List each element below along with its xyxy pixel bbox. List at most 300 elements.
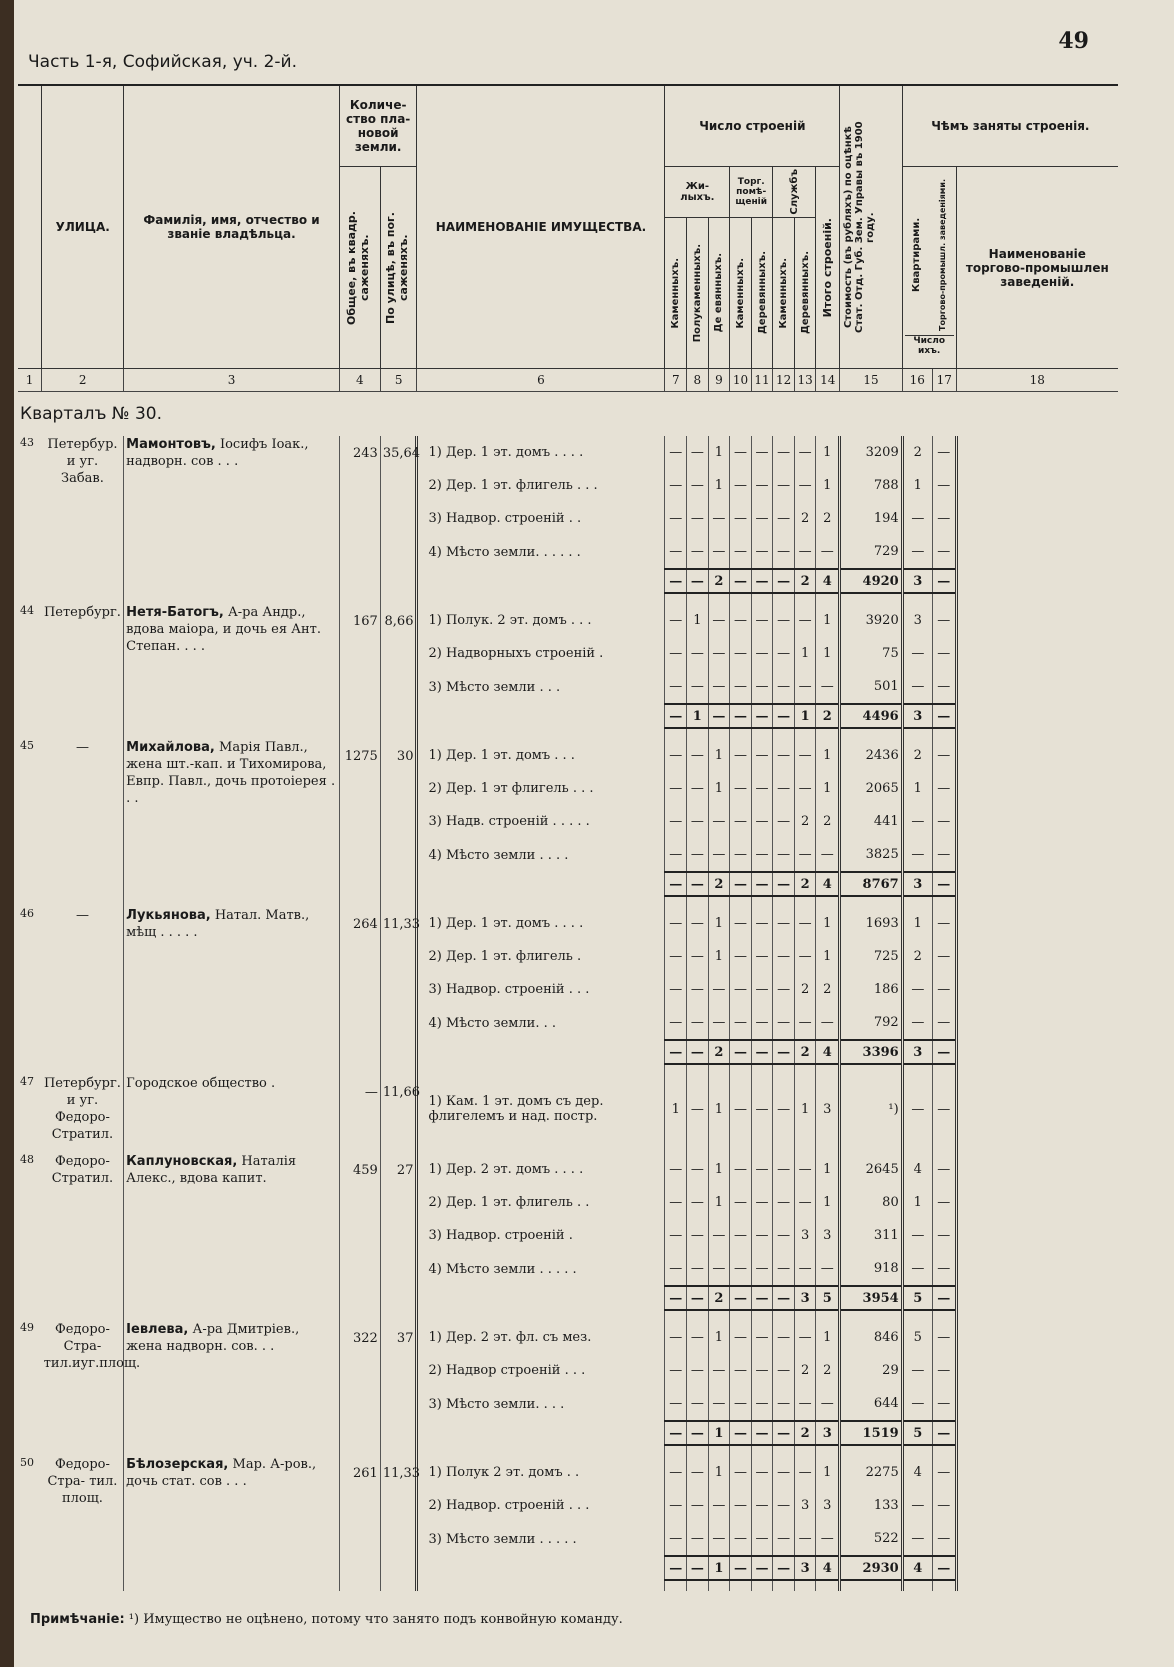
- total-value: 3396: [840, 1040, 903, 1064]
- gap-cell: [18, 728, 42, 739]
- building-count: —: [773, 973, 795, 1006]
- total-spacer: [124, 1286, 340, 1310]
- gap-cell: [708, 1310, 730, 1321]
- col-num: 8: [687, 369, 709, 392]
- total-building-count: —: [773, 704, 795, 728]
- gap-cell: [687, 593, 709, 604]
- gap-cell: [794, 1064, 816, 1075]
- entry-number: 48: [20, 1153, 34, 1166]
- gap-cell: [956, 1310, 1118, 1321]
- gap-cell: [794, 1143, 816, 1153]
- building-count: —: [773, 436, 795, 469]
- building-count: —: [665, 1321, 687, 1354]
- entry-gap: [18, 1064, 1118, 1075]
- property-name: 1) Дер. 1 эт. домъ . . . .: [417, 436, 665, 469]
- building-count: —: [816, 1387, 840, 1421]
- header-land-qty: Количе- ство пла- новой земли.: [339, 85, 417, 167]
- building-count: —: [773, 1354, 795, 1387]
- gap-cell: [42, 896, 124, 907]
- total-spacer: [42, 1421, 124, 1445]
- building-count: —: [665, 469, 687, 502]
- gap-cell: [956, 1445, 1118, 1456]
- building-count: —: [773, 1456, 795, 1489]
- gap-cell: [708, 593, 730, 604]
- total-building-count: —: [730, 1556, 752, 1580]
- entry-total-row: [18, 569, 1118, 593]
- gap-cell: [932, 896, 956, 907]
- total-spacer: [380, 1286, 417, 1310]
- trade-count: —: [932, 502, 956, 535]
- gap-cell: [18, 1580, 42, 1591]
- gap-cell: [417, 728, 665, 739]
- building-count: —: [773, 604, 795, 637]
- header-service-stone: Каменныхъ.: [773, 218, 795, 369]
- building-count: —: [730, 535, 752, 569]
- building-count: —: [687, 1006, 709, 1040]
- gap-cell: [18, 896, 42, 907]
- building-count: —: [687, 1075, 709, 1143]
- trade-name: [956, 907, 1118, 940]
- total-spacer: [124, 1556, 340, 1580]
- header-property: НАИМЕНОВАНІЕ ИМУЩЕСТВА.: [417, 85, 665, 369]
- building-count: —: [730, 772, 752, 805]
- entry-gap: [18, 593, 1118, 604]
- owner-details: Іосифъ Іоак., надворн. сов . . .: [126, 437, 309, 469]
- trade-name: [956, 1186, 1118, 1219]
- property-name: 4) Мѣсто земли. . .: [417, 1006, 665, 1040]
- gap-cell: [902, 1445, 932, 1456]
- building-count: 1: [708, 1186, 730, 1219]
- total-building-count: —: [665, 704, 687, 728]
- total-building-count: —: [773, 1040, 795, 1064]
- page-number: 49: [1058, 28, 1089, 54]
- ledger-row: [18, 604, 1118, 637]
- gap-cell: [773, 728, 795, 739]
- trade-count: —: [932, 907, 956, 940]
- building-count: —: [816, 1006, 840, 1040]
- gap-cell: [956, 896, 1118, 907]
- entry-street: Петербург.: [43, 605, 121, 620]
- trade-count: —: [932, 772, 956, 805]
- column-number-row: [18, 369, 1118, 392]
- col-num: 18: [956, 369, 1118, 392]
- building-count: —: [751, 469, 773, 502]
- total-building-count: 2: [708, 1040, 730, 1064]
- total-spacer: [42, 872, 124, 896]
- building-count: —: [730, 907, 752, 940]
- total-building-count: 2: [794, 569, 816, 593]
- property-name: 1) Кам. 1 эт. домъ съ дер. флигелемъ и над. постр.: [417, 1075, 665, 1143]
- owner-surname: Мамонтовъ,: [126, 437, 216, 452]
- gap-cell: [730, 1445, 752, 1456]
- gap-cell: [902, 1310, 932, 1321]
- total-building-count: 1: [687, 704, 709, 728]
- building-count: 2: [816, 1354, 840, 1387]
- building-count: —: [773, 805, 795, 838]
- building-count: —: [751, 502, 773, 535]
- gap-cell: [124, 896, 340, 907]
- building-count: —: [730, 1006, 752, 1040]
- col-num: 14: [816, 369, 840, 392]
- gap-cell: [124, 1143, 340, 1153]
- entry-owner: [124, 1321, 340, 1421]
- building-count: —: [665, 670, 687, 704]
- entry-frontage: 11,66: [380, 1075, 417, 1143]
- apartments-count: —: [902, 1387, 932, 1421]
- total-building-count: 2: [816, 704, 840, 728]
- total-spacer: [42, 704, 124, 728]
- building-count: —: [730, 469, 752, 502]
- building-count: —: [794, 739, 816, 772]
- building-count: 1: [708, 436, 730, 469]
- total-spacer: [18, 569, 42, 593]
- building-count: —: [687, 469, 709, 502]
- property-value: 792: [840, 1006, 903, 1040]
- property-name: 1) Дер. 2 эт. фл. съ мез.: [417, 1321, 665, 1354]
- building-count: —: [665, 637, 687, 670]
- building-count: —: [751, 1456, 773, 1489]
- property-value: 80: [840, 1186, 903, 1219]
- owner-details: А-ра Дмитріев., жена надворн. сов. . .: [126, 1322, 300, 1354]
- col-num: 10: [730, 369, 752, 392]
- trade-name: [956, 805, 1118, 838]
- apartments-count: 1: [902, 1186, 932, 1219]
- total-spacer: [380, 872, 417, 896]
- building-count: 2: [794, 502, 816, 535]
- header-half-stone: Полукаменныхъ.: [687, 218, 709, 369]
- total-spacer: [42, 1040, 124, 1064]
- building-count: —: [665, 1489, 687, 1522]
- building-count: —: [687, 1522, 709, 1556]
- gap-cell: [794, 1445, 816, 1456]
- building-count: —: [708, 1489, 730, 1522]
- building-count: —: [665, 1354, 687, 1387]
- building-count: —: [816, 670, 840, 704]
- entry-frontage: 35,64: [380, 436, 417, 569]
- building-count: —: [708, 838, 730, 872]
- gap-cell: [665, 593, 687, 604]
- building-count: —: [794, 1522, 816, 1556]
- building-count: —: [708, 637, 730, 670]
- gap-cell: [730, 1064, 752, 1075]
- building-count: —: [665, 1006, 687, 1040]
- apartments-count: 1: [902, 772, 932, 805]
- entry-total-row: [18, 1556, 1118, 1580]
- property-value: 725: [840, 940, 903, 973]
- entry-number: 46: [20, 907, 34, 920]
- building-count: —: [794, 604, 816, 637]
- property-value: 311: [840, 1219, 903, 1252]
- building-count: 1: [816, 1456, 840, 1489]
- trade-count: —: [932, 535, 956, 569]
- total-building-count: 1: [708, 1556, 730, 1580]
- building-count: —: [687, 1321, 709, 1354]
- entry-area: 459: [339, 1153, 380, 1286]
- col-num: 15: [840, 369, 903, 392]
- gap-cell: [380, 1445, 417, 1456]
- building-count: —: [751, 907, 773, 940]
- property-name: 3) Надвор. строеній . .: [417, 502, 665, 535]
- gap-cell: [794, 896, 816, 907]
- building-count: —: [773, 1321, 795, 1354]
- building-count: —: [665, 1387, 687, 1421]
- gap-cell: [380, 896, 417, 907]
- total-trade: —: [932, 1286, 956, 1310]
- building-count: —: [708, 1387, 730, 1421]
- owner-surname: Бѣлозерская,: [126, 1457, 229, 1472]
- total-apartments: 3: [902, 704, 932, 728]
- gap-cell: [380, 728, 417, 739]
- entry-total-row: [18, 1421, 1118, 1445]
- building-count: —: [751, 637, 773, 670]
- entry-street: Петербур. и уг. Забав.: [47, 437, 118, 486]
- building-count: 1: [708, 739, 730, 772]
- gap-cell: [708, 896, 730, 907]
- col-num: 2: [42, 369, 124, 392]
- gap-cell: [339, 1310, 380, 1321]
- total-spacer: [42, 1286, 124, 1310]
- property-ledger-table: [18, 84, 1118, 1591]
- col-num: 11: [751, 369, 773, 392]
- footnote-label: Примѣчаніе:: [30, 1612, 125, 1627]
- property-name: 3) Надвор. строеній .: [417, 1219, 665, 1252]
- gap-cell: [339, 1143, 380, 1153]
- trade-name: [956, 469, 1118, 502]
- gap-cell: [932, 1143, 956, 1153]
- gap-cell: [18, 1143, 42, 1153]
- total-building-count: —: [665, 872, 687, 896]
- apartments-count: —: [902, 502, 932, 535]
- trade-name: [956, 1321, 1118, 1354]
- property-value: 729: [840, 535, 903, 569]
- gap-cell: [956, 1064, 1118, 1075]
- building-count: —: [730, 973, 752, 1006]
- gap-cell: [794, 728, 816, 739]
- building-count: 1: [816, 772, 840, 805]
- entry-gap: [18, 1580, 1118, 1591]
- building-count: —: [751, 1219, 773, 1252]
- property-name: 2) Надвор. строеній . . .: [417, 1489, 665, 1522]
- total-spacer: [339, 1556, 380, 1580]
- building-count: —: [687, 1354, 709, 1387]
- property-value: 1693: [840, 907, 903, 940]
- building-count: —: [751, 670, 773, 704]
- gap-cell: [840, 1580, 903, 1591]
- gap-cell: [417, 1064, 665, 1075]
- col-num: 16: [902, 369, 932, 392]
- gap-cell: [902, 593, 932, 604]
- header-service: Службъ: [773, 167, 816, 218]
- gap-cell: [42, 593, 124, 604]
- total-building-count: —: [687, 1421, 709, 1445]
- building-count: —: [665, 436, 687, 469]
- building-count: —: [665, 838, 687, 872]
- building-count: —: [773, 1489, 795, 1522]
- header-trade-wooden: Деревянныхъ.: [751, 218, 773, 369]
- gap-cell: [665, 1064, 687, 1075]
- property-value: 75: [840, 637, 903, 670]
- trade-name: [956, 1219, 1118, 1252]
- part-title: Часть 1-я, Софийская, уч. 2-й.: [28, 52, 298, 72]
- total-building-count: —: [751, 872, 773, 896]
- gap-cell: [665, 728, 687, 739]
- gap-cell: [339, 1580, 380, 1591]
- trade-name: [956, 1006, 1118, 1040]
- gap-cell: [751, 728, 773, 739]
- building-count: —: [751, 1354, 773, 1387]
- gap-cell: [18, 1310, 42, 1321]
- building-count: 1: [816, 436, 840, 469]
- total-spacer: [956, 704, 1118, 728]
- total-apartments: 3: [902, 1040, 932, 1064]
- entry-number: 43: [20, 436, 34, 449]
- entry-street: —: [75, 908, 89, 923]
- property-name: 1) Дер. 1 эт. домъ . . .: [417, 739, 665, 772]
- total-building-count: —: [751, 569, 773, 593]
- entry-number: 44: [20, 604, 34, 617]
- building-count: —: [687, 907, 709, 940]
- gap-cell: [816, 1143, 840, 1153]
- property-name: 3) Надв. строеній . . . . .: [417, 805, 665, 838]
- building-count: 1: [816, 637, 840, 670]
- trade-count: —: [932, 1219, 956, 1252]
- gap-cell: [730, 1143, 752, 1153]
- gap-cell: [417, 1445, 665, 1456]
- trade-name: [956, 1354, 1118, 1387]
- trade-count: —: [932, 1075, 956, 1143]
- entry-total-row: [18, 1040, 1118, 1064]
- building-count: —: [687, 739, 709, 772]
- total-building-count: 3: [794, 1286, 816, 1310]
- building-count: —: [665, 973, 687, 1006]
- entry-owner: [124, 907, 340, 1040]
- building-count: —: [687, 940, 709, 973]
- gap-cell: [730, 593, 752, 604]
- building-count: 3: [816, 1219, 840, 1252]
- trade-count: —: [932, 469, 956, 502]
- building-count: —: [687, 1153, 709, 1186]
- quarter-row: [18, 392, 1118, 437]
- total-building-count: —: [773, 872, 795, 896]
- gap-cell: [687, 1580, 709, 1591]
- trade-name: [956, 1522, 1118, 1556]
- building-count: 1: [708, 907, 730, 940]
- header-apartments: Квартирами.: [911, 217, 923, 293]
- trade-name: [956, 1153, 1118, 1186]
- building-count: —: [708, 1252, 730, 1286]
- building-count: —: [773, 670, 795, 704]
- total-spacer: [339, 569, 380, 593]
- gap-cell: [794, 1580, 816, 1591]
- building-count: 2: [794, 805, 816, 838]
- building-count: —: [665, 772, 687, 805]
- gap-cell: [730, 728, 752, 739]
- owner-surname: Лукьянова,: [126, 908, 211, 923]
- entry-frontage: 8,66: [380, 604, 417, 704]
- gap-cell: [18, 1064, 42, 1075]
- gap-cell: [902, 1580, 932, 1591]
- entry-street: —: [75, 740, 89, 755]
- gap-cell: [124, 1310, 340, 1321]
- entry-gap: [18, 1310, 1118, 1321]
- gap-cell: [751, 1580, 773, 1591]
- entry-owner: [124, 1456, 340, 1556]
- apartments-count: —: [902, 1354, 932, 1387]
- gap-cell: [840, 1310, 903, 1321]
- gap-cell: [840, 1064, 903, 1075]
- building-count: —: [687, 1186, 709, 1219]
- building-count: —: [730, 436, 752, 469]
- property-name: 3) Мѣсто земли. . . .: [417, 1387, 665, 1421]
- apartments-count: —: [902, 1075, 932, 1143]
- apartments-count: 4: [902, 1153, 932, 1186]
- trade-count: —: [932, 805, 956, 838]
- total-spacer: [339, 872, 380, 896]
- trade-count: —: [932, 739, 956, 772]
- header-trade-est: Торгово-промышл. заведеніями.: [937, 179, 947, 331]
- entry-gap: [18, 728, 1118, 739]
- total-building-count: —: [751, 1421, 773, 1445]
- property-value: ¹): [840, 1075, 903, 1143]
- col-num: 13: [794, 369, 816, 392]
- building-count: —: [730, 1522, 752, 1556]
- total-building-count: —: [773, 1286, 795, 1310]
- apartments-count: 2: [902, 739, 932, 772]
- gap-cell: [380, 1064, 417, 1075]
- owner-surname: Каплуновская,: [126, 1154, 238, 1169]
- apartments-count: 3: [902, 604, 932, 637]
- building-count: —: [687, 502, 709, 535]
- trade-name: [956, 739, 1118, 772]
- building-count: —: [708, 1006, 730, 1040]
- building-count: —: [773, 1522, 795, 1556]
- book-binding: [0, 0, 14, 1667]
- header-trade-name: Наименованіе торгово-промышлен заведеній.: [956, 167, 1118, 369]
- total-building-count: 2: [794, 1040, 816, 1064]
- total-building-count: 4: [816, 569, 840, 593]
- gap-cell: [417, 593, 665, 604]
- trade-count: —: [932, 1153, 956, 1186]
- building-count: —: [687, 1456, 709, 1489]
- header-service-wooden: Деревянныхъ.: [794, 218, 816, 369]
- property-value: 194: [840, 502, 903, 535]
- building-count: —: [751, 535, 773, 569]
- gap-cell: [665, 1143, 687, 1153]
- building-count: —: [794, 907, 816, 940]
- building-count: —: [794, 838, 816, 872]
- building-count: —: [794, 1186, 816, 1219]
- trade-count: —: [932, 1321, 956, 1354]
- building-count: —: [773, 838, 795, 872]
- apartments-count: 5: [902, 1321, 932, 1354]
- building-count: 1: [708, 772, 730, 805]
- building-count: —: [730, 1489, 752, 1522]
- total-spacer: [18, 1040, 42, 1064]
- total-value: 1519: [840, 1421, 903, 1445]
- building-count: —: [773, 1186, 795, 1219]
- building-count: 3: [816, 1075, 840, 1143]
- total-spacer: [18, 1421, 42, 1445]
- building-count: —: [687, 1219, 709, 1252]
- entry-area: 264: [339, 907, 380, 1040]
- property-name: 2) Дер. 1 эт флигель . . .: [417, 772, 665, 805]
- entry-area: 261: [339, 1456, 380, 1556]
- building-count: —: [730, 502, 752, 535]
- property-value: 29: [840, 1354, 903, 1387]
- property-name: 3) Мѣсто земли . . .: [417, 670, 665, 704]
- building-count: 1: [708, 1075, 730, 1143]
- building-count: 1: [794, 637, 816, 670]
